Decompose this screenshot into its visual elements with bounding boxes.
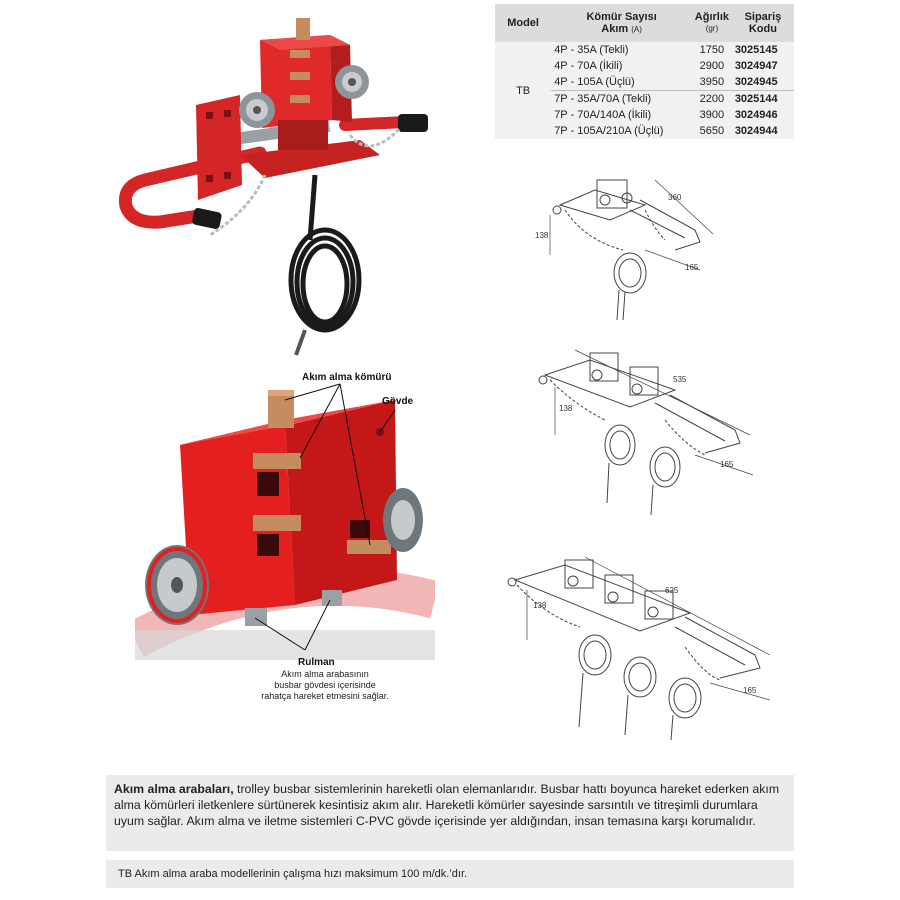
weight-cell: 3900 xyxy=(692,107,732,123)
dim-length: 625 xyxy=(665,586,679,595)
cable-coil xyxy=(291,175,359,355)
header-model: Model xyxy=(495,4,551,42)
weight-cell: 3950 xyxy=(692,74,732,91)
dimension-lines xyxy=(550,180,713,270)
type-cell: 7P - 105A/210A (Üçlü) xyxy=(551,123,692,139)
code-cell: 3025144 xyxy=(732,91,794,108)
header-count: Kömür Sayısı Akım (A) xyxy=(551,4,692,42)
spec-table xyxy=(495,4,794,139)
type-cell: 7P - 35A/70A (Tekli) xyxy=(551,91,692,108)
grey-rail-blur xyxy=(135,630,435,660)
code-cell: 3024945 xyxy=(732,74,794,91)
code-cell: 3024947 xyxy=(732,58,794,74)
speed-note xyxy=(106,860,794,888)
closeup-body xyxy=(180,390,397,615)
weight-cell: 5650 xyxy=(692,123,732,139)
drawing-double xyxy=(535,345,775,520)
description-box xyxy=(106,775,794,851)
arm-right xyxy=(345,122,405,125)
header-weight: Ağırlık (gr) xyxy=(692,4,732,42)
bearing-2 xyxy=(322,590,342,606)
dim-height: 138 xyxy=(535,231,549,240)
callout-bearing-desc: Akım alma arabasının busbar gövdesi içerisinde rahatça hareket etmesini sağlar. xyxy=(261,669,389,701)
dim-depth: 165 xyxy=(685,263,699,272)
code-cell: 3024946 xyxy=(732,107,794,123)
callout-carbon: Akım alma kömürü xyxy=(302,372,392,383)
table-header-row xyxy=(495,4,794,42)
trolley-closeup-image xyxy=(135,380,435,710)
type-cell: 7P - 70A/140A (İkili) xyxy=(551,107,692,123)
weight-cell: 2900 xyxy=(692,58,732,74)
arm-cap-right xyxy=(398,114,428,132)
code-cell: 3025145 xyxy=(732,42,794,58)
dim-height: 138 xyxy=(533,601,547,610)
table-row xyxy=(495,42,794,58)
type-cell: 4P - 105A (Üçlü) xyxy=(551,74,692,91)
wheel-left xyxy=(239,92,275,128)
description-lead: Akım alma arabaları, xyxy=(114,782,234,796)
dim-depth: 165 xyxy=(720,460,734,469)
speed-note-text: TB Akım alma araba modellerinin çalışma hızı maksimum 100 m/dk.’dır. xyxy=(118,868,468,880)
weight-cell: 1750 xyxy=(692,42,732,58)
dim-length: 535 xyxy=(673,375,687,384)
drawing-triple xyxy=(505,555,785,745)
closeup-wheel-left xyxy=(145,545,209,625)
type-cell: 4P - 70A (İkili) xyxy=(551,58,692,74)
weight-cell: 2200 xyxy=(692,91,732,108)
trolley-assembly-image xyxy=(100,10,460,360)
code-cell: 3024944 xyxy=(732,123,794,139)
bracket-plate xyxy=(196,95,242,200)
header-code: Sipariş Kodu xyxy=(732,4,794,42)
dim-depth: 165 xyxy=(743,686,757,695)
callout-bearing: Rulman xyxy=(298,657,335,668)
callout-body: Gövde xyxy=(382,396,414,407)
type-cell: 4P - 35A (Tekli) xyxy=(551,42,692,58)
drawing-single xyxy=(535,170,735,335)
handle-cap-left xyxy=(191,207,222,229)
model-cell: TB xyxy=(495,42,551,139)
description-body: trolley busbar sistemlerinin hareketli olan elemanlarıdır. Busbar hattı boyunca hareket ederken akım alma kömürleri iletkenlere sürtünerek kesintisiz akım alır. Hareketli kömürler sayesinde sarsıntılı ve titreşimli durumlara uyum sağlar. Akım alma ve iletme sistemleri C-PVC gövde içerisinde yer aldığından, insan temasına karşı korumalıdır. xyxy=(114,782,780,828)
dim-length: 360 xyxy=(668,193,682,202)
wheel-right xyxy=(335,65,369,99)
closeup-wheel-right xyxy=(383,488,423,552)
dim-height: 138 xyxy=(559,404,573,413)
